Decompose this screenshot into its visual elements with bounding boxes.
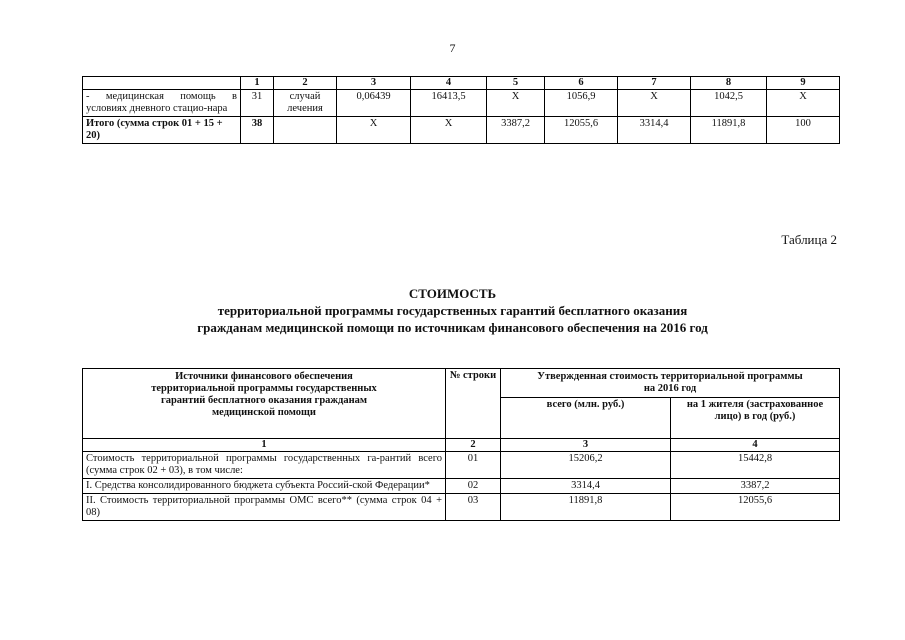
table-header-row [83, 369, 840, 398]
per-capita-value: 12055,6 [671, 494, 840, 521]
table-header-cell: 4 [411, 77, 487, 90]
table-header-cell [83, 77, 241, 90]
row-number: 03 [446, 494, 501, 521]
per-capita-value: 15442,8 [671, 452, 840, 479]
table-cell: X [618, 90, 691, 117]
table-row [83, 479, 840, 494]
header-sources: Источники финансового обеспечения территориальной программы государственных гарантий бесплатного оказания гражданам медицинской помощи [83, 369, 446, 439]
table-row [83, 90, 840, 117]
table-cell: X [767, 90, 840, 117]
row-label: Итого (сумма строк 01 + 15 + 20) [83, 117, 241, 144]
table-cell [274, 117, 337, 144]
table-header-cell: 5 [487, 77, 545, 90]
cost-table [82, 368, 840, 521]
row-label: II. Стоимость территориальной программы ОМС всего** (сумма строк 04 + 08) [83, 494, 446, 521]
continued-table [82, 76, 840, 144]
column-number-row [83, 439, 840, 452]
row-label: Стоимость территориальной программы государственных га-рантий всего (сумма строк 02 + 03), в том числе: [83, 452, 446, 479]
total-value: 3314,4 [501, 479, 671, 494]
table-header-row [83, 77, 840, 90]
table-cell: 0,06439 [337, 90, 411, 117]
table-cell: 31 [241, 90, 274, 117]
table-header-cell: 2 [274, 77, 337, 90]
table-cell: X [487, 90, 545, 117]
table-header-cell: 1 [241, 77, 274, 90]
table-cell: 11891,8 [691, 117, 767, 144]
column-number: 2 [446, 439, 501, 452]
table-row-total [83, 117, 840, 144]
table-cell: 1056,9 [545, 90, 618, 117]
table-cell: 3314,4 [618, 117, 691, 144]
document-title [0, 285, 905, 336]
header-approved-cost: Утвержденная стоимость территориальной программы на 2016 год [501, 369, 840, 398]
table-cell: X [337, 117, 411, 144]
row-label: I. Средства консолидированного бюджета субъекта Россий-ской Федерации* [83, 479, 446, 494]
table-cell: случай лечения [274, 90, 337, 117]
row-number: 02 [446, 479, 501, 494]
total-value: 11891,8 [501, 494, 671, 521]
table-cell: 3387,2 [487, 117, 545, 144]
table-cell: 100 [767, 117, 840, 144]
table-cell: 16413,5 [411, 90, 487, 117]
table-cell: 1042,5 [691, 90, 767, 117]
title-line: СТОИМОСТЬ [408, 286, 497, 301]
column-number: 4 [671, 439, 840, 452]
title-line: территориальной программы государственных гарантий бесплатного оказания [217, 303, 688, 318]
table-cell: 38 [241, 117, 274, 144]
table-row [83, 452, 840, 479]
page-number: 7 [449, 41, 456, 55]
total-value: 15206,2 [501, 452, 671, 479]
row-label: - медицинская помощь в условиях дневного стацио-нара [83, 90, 241, 117]
column-number: 1 [83, 439, 446, 452]
table-header-cell: 7 [618, 77, 691, 90]
header-row-number: № строки [446, 369, 501, 439]
table-header-cell: 3 [337, 77, 411, 90]
row-number: 01 [446, 452, 501, 479]
table-header-cell: 8 [691, 77, 767, 90]
header-per-capita: на 1 жителя (застрахованное лицо) в год (руб.) [671, 398, 840, 439]
table-cell: X [411, 117, 487, 144]
header-total: всего (млн. руб.) [501, 398, 671, 439]
table-header-cell: 6 [545, 77, 618, 90]
per-capita-value: 3387,2 [671, 479, 840, 494]
table-header-cell: 9 [767, 77, 840, 90]
table-caption: Таблица 2 [781, 232, 837, 247]
column-number: 3 [501, 439, 671, 452]
table-row [83, 494, 840, 521]
title-line: гражданам медицинской помощи по источникам финансового обеспечения на 2016 год [197, 320, 708, 335]
table-cell: 12055,6 [545, 117, 618, 144]
